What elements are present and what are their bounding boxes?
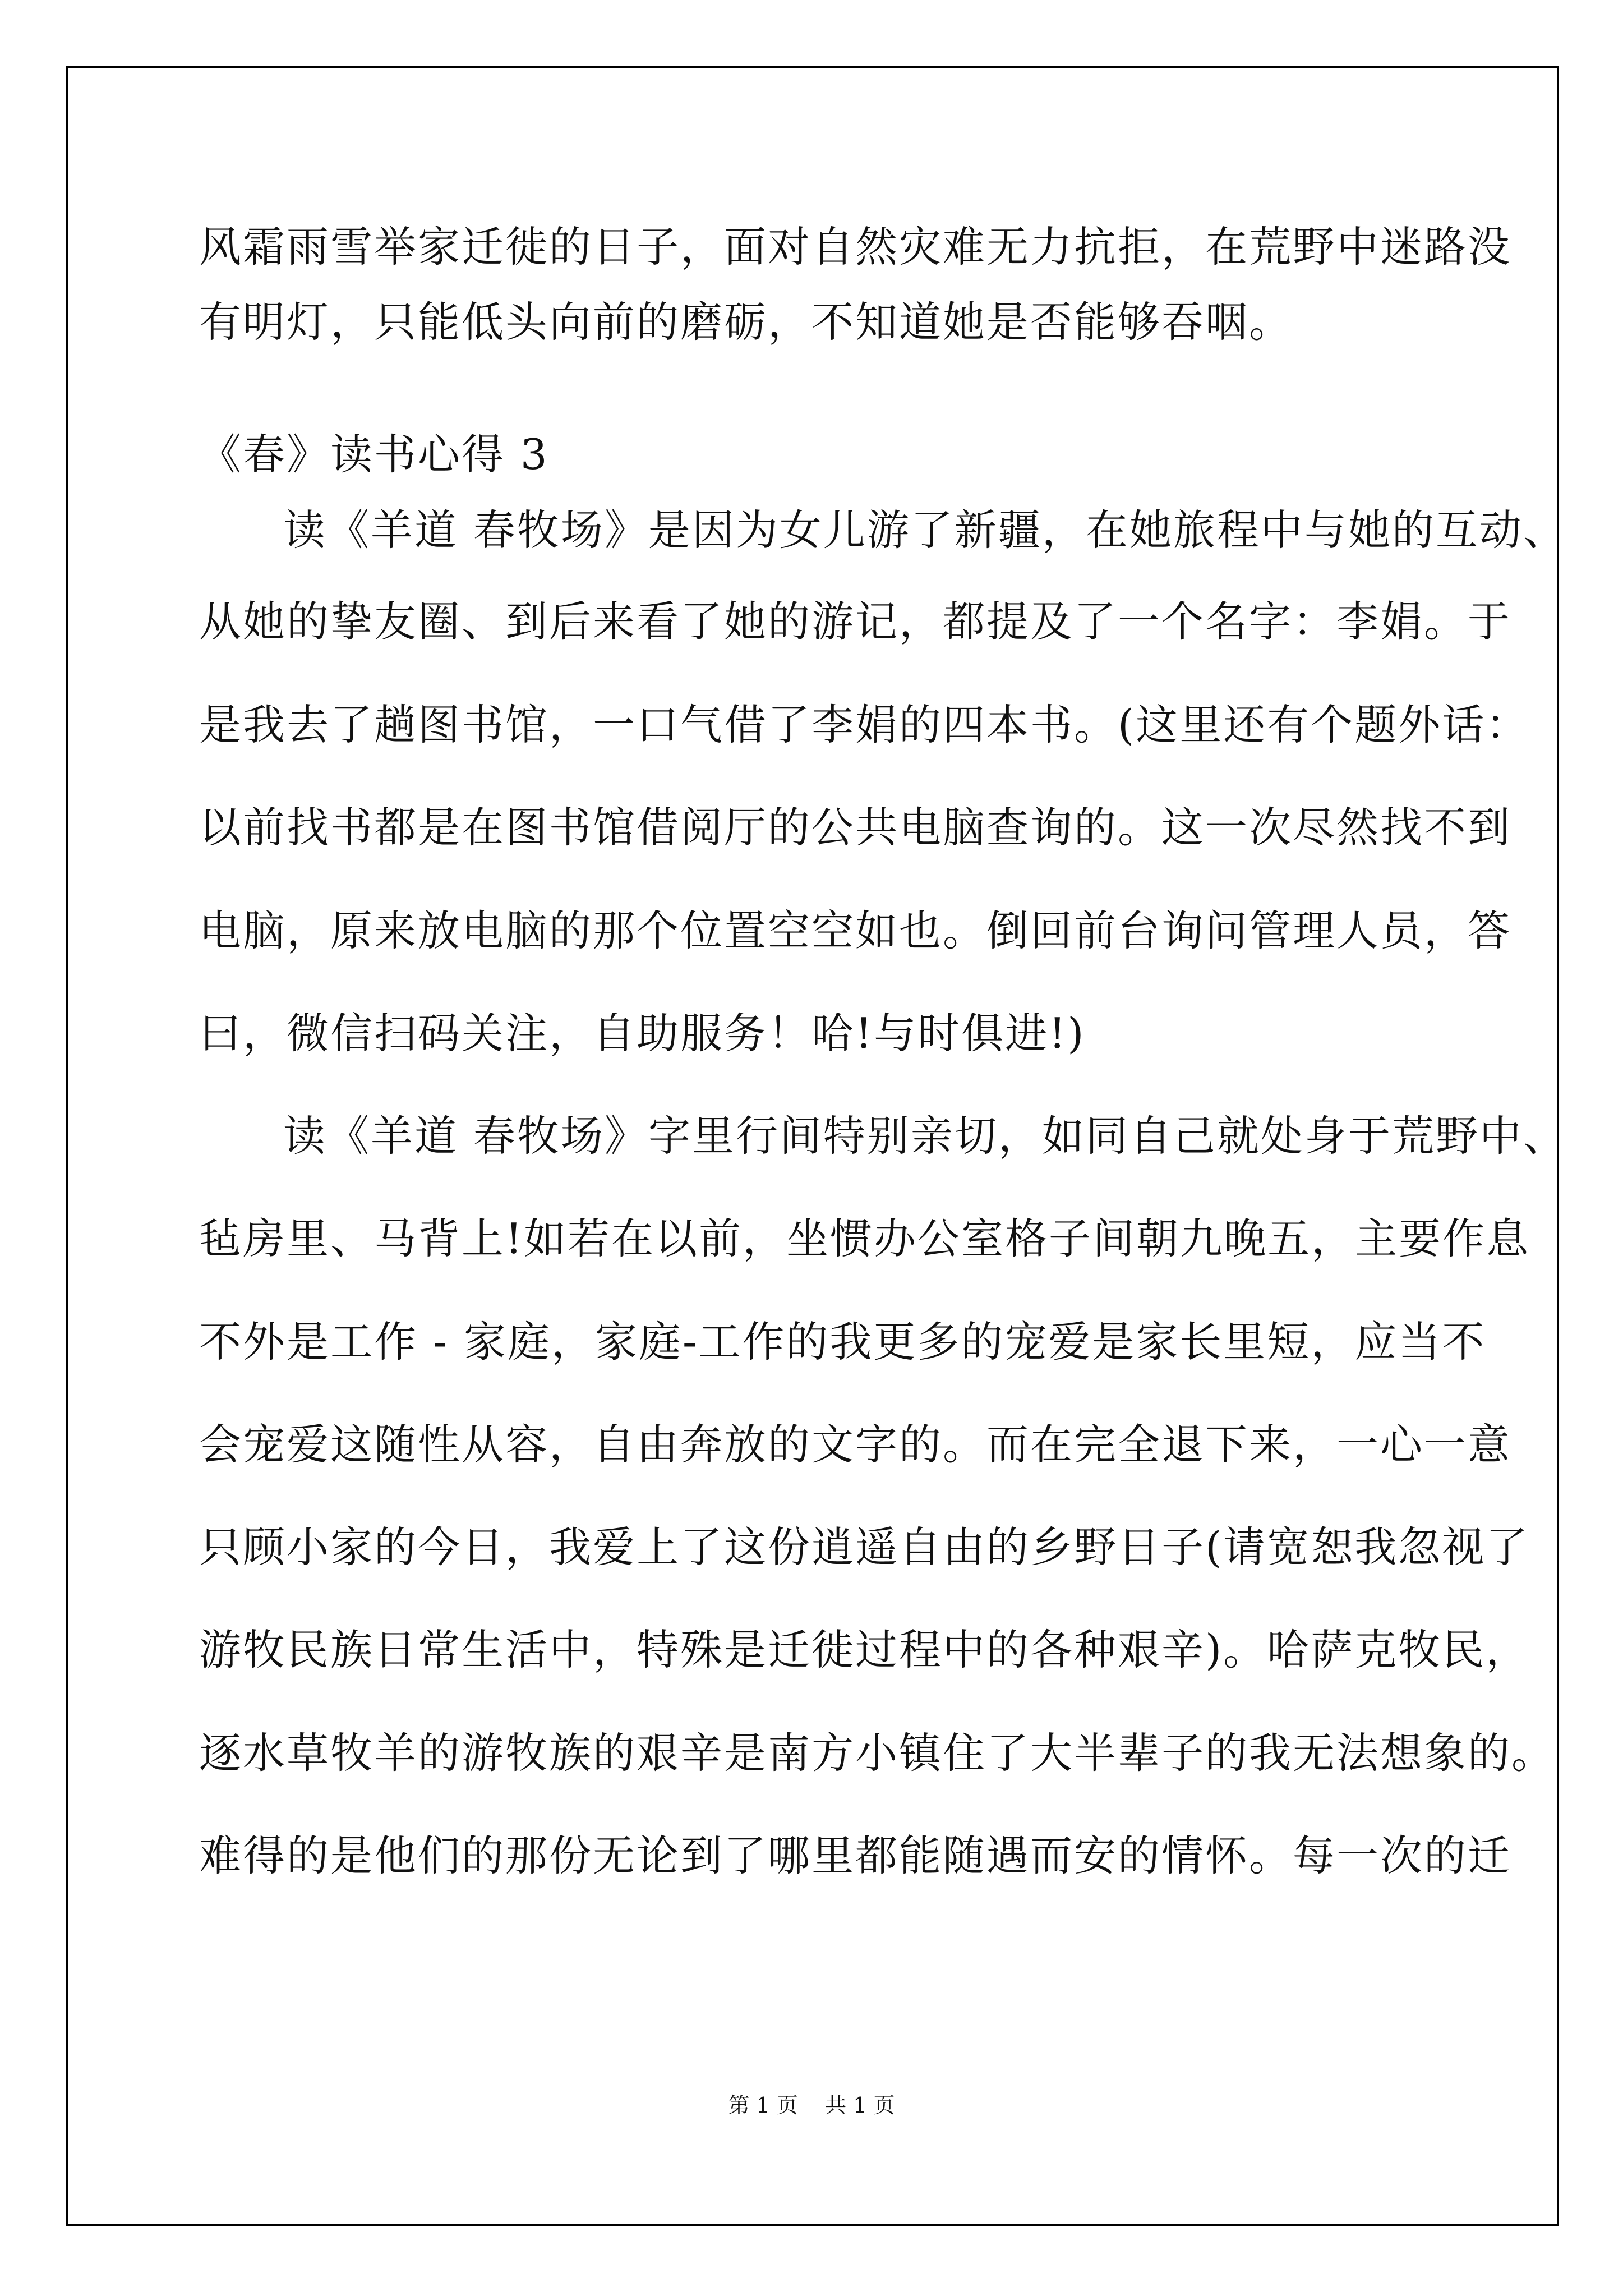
body-text-line: 曰，微信扫码关注，自助服务！哈!与时俱进!) — [199, 1009, 1086, 1058]
body-text-line: 有明灯，只能低头向前的磨砺，不知道她是否能够吞咽。 — [199, 297, 1293, 347]
body-text-line: 电脑，原来放电脑的那个位置空空如也。倒回前台询问管理人员，答 — [199, 906, 1512, 955]
body-text-line: 是我去了趟图书馆，一口气借了李娟的四本书。(这里还有个题外话： — [199, 700, 1530, 749]
body-text-line: 以前找书都是在图书馆借阅厅的公共电脑查询的。这一次尽然找不到 — [199, 803, 1512, 852]
section-heading: 《春》读书心得 3 — [199, 430, 549, 479]
body-text-line: 逐水草牧羊的游牧族的艰辛是南方小镇住了大半辈子的我无法想象的。 — [199, 1728, 1556, 1778]
page-footer: 第 1 页 共 1 页 — [728, 2093, 895, 2118]
body-text-line: 难得的是他们的那份无论到了哪里都能随遇而安的情怀。每一次的迁 — [199, 1831, 1512, 1880]
body-text-line: 从她的挚友圈、到后来看了她的游记，都提及了一个名字：李娟。于 — [199, 597, 1512, 646]
body-text-line: 游牧民族日常生活中，特殊是迁徙过程中的各种艰辛)。哈萨克牧民， — [199, 1625, 1530, 1674]
body-text-line: 不外是工作 - 家庭，家庭-工作的我更多的宠爱是家长里短，应当不 — [199, 1317, 1486, 1366]
paragraph-first-line: 读《羊道 春牧场》字里行间特别亲切，如同自己就处身于荒野中、 — [283, 1111, 1567, 1161]
body-text-line: 风霜雨雪举家迁徙的日子，面对自然灾难无力抗拒，在荒野中迷路没 — [199, 222, 1512, 272]
body-text-line: 会宠爱这随性从容，自由奔放的文字的。而在完全退下来，一心一意 — [199, 1420, 1512, 1469]
body-text-line: 毡房里、马背上!如若在以前，坐惯办公室格子间朝九晚五，主要作息 — [199, 1214, 1530, 1263]
paragraph-first-line: 读《羊道 春牧场》是因为女儿游了新疆，在她旅程中与她的互动、 — [283, 505, 1567, 555]
body-text-line: 只顾小家的今日，我爱上了这份逍遥自由的乡野日子(请宽恕我忽视了 — [199, 1522, 1530, 1572]
